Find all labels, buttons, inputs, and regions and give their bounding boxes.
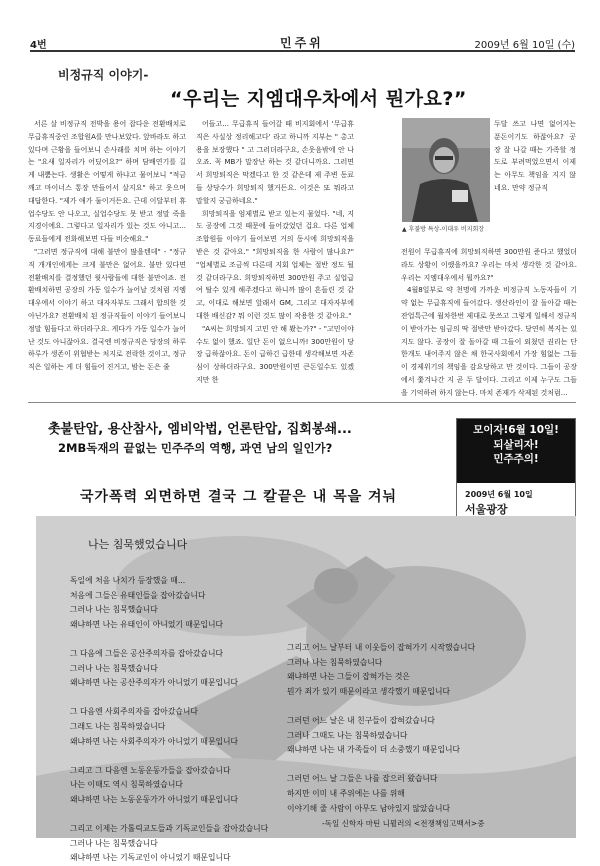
paper-name: 민주위 — [280, 36, 324, 50]
poem-stanza — [70, 705, 268, 749]
poem-stanza — [287, 641, 475, 699]
poster-date: 2009년 6월 10일 — [465, 490, 533, 499]
poster-slogan-line: 민주주의! — [493, 453, 539, 465]
paragraph: 두달 쓰고 나면 없어지는 푼돈이기도 하잖아요? 공장 잘 나갈 때는 가족할 정도로 부려먹었으면서 이제는 아무도 책임을 지지 않네요. 만약 정규직 — [494, 120, 576, 192]
paragraph: "A씨는 희망퇴지 고민 안 해 봤는가?" - "고민이야 수도 없이 했죠. 일단 돈이 없으니까! 300만원이 당장 급하잖아요. 돈이 급하긴 급한데 생각해보면 자존심이 상하더라구요. 300만원이면 큰돈일수도 있겠지만 한 — [196, 324, 354, 384]
interview-photo — [402, 118, 490, 222]
article-column-3-bottom — [401, 246, 577, 400]
article-kicker: 비정규직 이야기- — [58, 68, 149, 82]
poem-line: 나는 이때도 역시 침묵하였습니다 — [70, 780, 183, 790]
poem-line: 그리고 그 다음엔 노동운동가들을 잡아갔습니다 — [70, 765, 231, 775]
paragraph: 4월8일부로 약 천명에 가까운 비정규직 노동자들이 기약 없는 무급휴직에 들어갔다. 생산라인이 잘 돌아갈 때는 잔업특근에 월차한번 제대로 못쓰고 그렇게 일해서 정규직이 받아가는 임금의 딱 절반만 받아갔다. 당연히 복지는 있지도 않다. 공장이 잘 돌아갈 때 그들이 외쳤던 권리는 단 한개도 내어주지 않은 채 한국사회에서 가장 힘없는 그들이 경제위기의 책임을 감요당하고 만 것이다. 그들이 공장에서 쫓겨나간 지 곧 두 달이다. 그리고 이제 누구도 그들을 기억하려 하지 않는다. 마치 존재가 삭제된 것처럼... — [401, 286, 577, 397]
poem-line: 뭔가 죄가 있기 때문이라고 생각했기 때문입니다 — [287, 686, 451, 696]
poem-line: 그러나 나는 침묵하였습니다 — [287, 657, 383, 667]
section-headline-1: 촛불탄압, 용산참사, 엠비악법, 언론탄압, 집회봉쇄... — [48, 422, 352, 437]
poem-line: 왜냐하면 나는 유태인이 아니었기 때문입니다 — [70, 619, 224, 629]
poem-line: 그 다음에 그들은 공산주의자를 잡아갔습니다 — [70, 648, 224, 658]
section-headline-3: 국가폭력 외면하면 결국 그 칼끝은 내 목을 겨눠 — [80, 489, 398, 505]
poster-slogan — [457, 419, 575, 483]
page-number: 4번 — [30, 40, 47, 51]
issue-date: 2009년 6월 10일 (수) — [474, 40, 575, 51]
poem-stanza — [287, 772, 475, 816]
poem-stanza — [70, 574, 268, 632]
poem-line: 그 다음엔 사회주의자를 잡아갔습니다 — [70, 707, 198, 717]
poster-slogan-line: 모이자!6월 10일! — [473, 424, 559, 436]
poster-slogan-line: 되살리자! — [493, 438, 539, 451]
paragraph: 어들고... 무급휴직 들어갈 때 비지회에서 '무급휴직은 사실상 정리해고다' 라고 하니까 지부는 " 총고용을 보장했다 " 고 그러더라구요, 손웃음밖에 안 나오죠. 꼭 MB가 말장난 하는 것 같더니까요. 그러면서 희망퇴직은 막겠다고 한 것 같은데 제 주변 동료들 상당수가 희망퇴직 했거든요. 이것은 또 뭐라고 말할지 궁금하네요." — [196, 120, 354, 205]
poem-line: 왜냐하면 나는 그들이 잡혀가는 것은 — [287, 672, 410, 682]
poem-line: 왜냐하면 나는 노동운동가가 아니었기 때문입니다 — [70, 794, 239, 804]
poem-line: 그리고 어느 날부터 내 이웃들이 잡혀가기 시작했습니다 — [287, 643, 476, 652]
poem-line: 그러나 나는 침묵했습니다 — [70, 838, 158, 848]
poem-line: 그러나 나는 침묵했습니다 — [70, 663, 158, 673]
poem-stanza — [70, 764, 268, 808]
poem-title: 나는 침묵했었습니다 — [88, 538, 188, 551]
poster-place: 서울광장 — [465, 503, 508, 516]
poem-line: 왜냐하면 나는 내 가족들이 더 소중했기 때문입니다 — [287, 745, 461, 755]
poem-line: 왜냐하면 나는 공산주의자가 아니었기 때문입니다 — [70, 678, 239, 688]
paragraph: 희망퇴직을 엄제별로 받고 있는지 물었다. "네, 지도 공장에 그것 때문에 들어갔었던 겁요. 다른 업체 조합원들 이야기 들어보면 거의 동시에 희망퇴직을 받은 것 같아요." "희망퇴직을 한 사람이 많나요?" "업체별로 조금씩 다른데 지회 업체는 절반 정도 될 것 같더라구요. 희망퇴직하면 300만원 주고 실업급여 탈수 있게 해주겠다고 하니까 많이 흔들린 것 같고, 이대로 해보면 앞래서 GM, 그리고 대자자부에 대한 배신감? 뭐 이런 것도 많이 작용한 것 같아요." — [196, 209, 354, 320]
poem-line: 그래도 나는 침묵하였습니다 — [70, 721, 166, 731]
poem-line: 왜냐하면 나는 기독교인이 아니었기 때문입니다 — [70, 853, 231, 863]
poem-line: 독일에 처음 나치가 등장했을 때... — [70, 576, 186, 585]
poem-stanza — [70, 647, 268, 691]
poem-line: 하지만 이미 내 주위에는 나를 위해 — [287, 788, 405, 798]
poem-line: 그러던 어느 날 그들은 나를 잡으러 왔습니다 — [287, 774, 438, 784]
poem-line: 이야기해 줄 사람이 아무도 남아있지 않았습니다 — [287, 803, 451, 813]
poem-line: 그러던 어느 날은 내 친구들이 잡혀갔습니다 — [287, 715, 435, 725]
article-column-2 — [196, 118, 354, 387]
paragraph: 전원이 무급휴직에 희망퇴직하면 300만원 준다고 했었더라도 상황이 이랬을까요? 우리는 마치 생각한 것 같아요. 우리는 지엠대우에서 뭘까요?" — [401, 248, 577, 282]
poem-source: -독일 신학자 마틴 니뮐러의 <전쟁책임고백서>중 — [322, 819, 485, 828]
poem-left-column — [70, 574, 268, 866]
article-column-1 — [28, 118, 186, 374]
paragraph: "그러면 정규직에 대해 불만이 많을텐데" - "정규직 개개인에게는 크게 불만은 없어요. 불만 있다면 전환배치를 결정했던 윗사람들에 대한 불만이죠. 전환배치하면 공장의 가동 일수가 늘어날 것처럼 지엠대우에서 이야기 하고 대자자부도 그래서 합의한 것 아닌가요? 전환배치 된 정규직들이 이야기 들어보니 정말 힘들다고 하더라구요. 게다가 가동 일수가 늘어난 것도 아니잖아요. 결국엔 비정규직은 당장의 하루하루가 생존이 위협받는 처지로 전락한 것이고, 정규직은 일하는 게 더 힘들어 진거고, 밤는 돈은 줄 — [28, 247, 186, 372]
poem-stanza — [70, 822, 268, 866]
poem-line: 그리고 이제는 가톨릭교도들과 기독교인들을 잡아갔습니다 — [70, 824, 269, 834]
poem-stanza — [287, 714, 475, 758]
article-column-3-top — [494, 118, 576, 195]
section-headline-2: 2MB독재의 끝없는 민주주의 역행, 과연 남의 일인가? — [58, 441, 333, 455]
photo-caption: ▲ 후불방 특상-이대우 비지회장 — [402, 226, 485, 233]
poem-line: 그러나 그때도 나는 침묵하였습니다 — [287, 730, 408, 740]
article-headline: “우리는 지엠대우차에서 뭔가요?” — [170, 88, 467, 110]
poem-right-column — [287, 641, 475, 831]
page-header — [30, 34, 575, 52]
poem-line: 왜냐하면 나는 사회주의자가 아니었기 때문입니다 — [70, 736, 239, 746]
section-divider — [28, 402, 576, 403]
paragraph: 서른 살 비정규직 전박을 용어 잡다운 전환배치로 무급휴직중인 조합원A를 만나보았다. 앞바라도 하고 있다며 근황을 들어보니 손사래를 치며 하는 이야기는 "요새 일자리가 어딨어요?" 하며 담배연기를 길게 내뿜는다. 생활은 어떻게 하냐고 물어보니 "적금 깨고 마이너스 통장 만들어서 살지요" 하고 웃으며 대답한다. "제가 애가 둘이거든요. 근데 이달부터 휴업수당도 안 나오고, 실업수당도 못 받고 정말 죽을 지경이에요. 그렇다고 일자리가 있는 것도 아니고...동료들에게 전화해보면 다들 비슷해요." — [28, 120, 186, 244]
poem-line: 처음에 그들은 유태인들을 잡아갔습니다 — [70, 590, 206, 600]
poem-line: 그러나 나는 침묵했습니다 — [70, 605, 158, 615]
